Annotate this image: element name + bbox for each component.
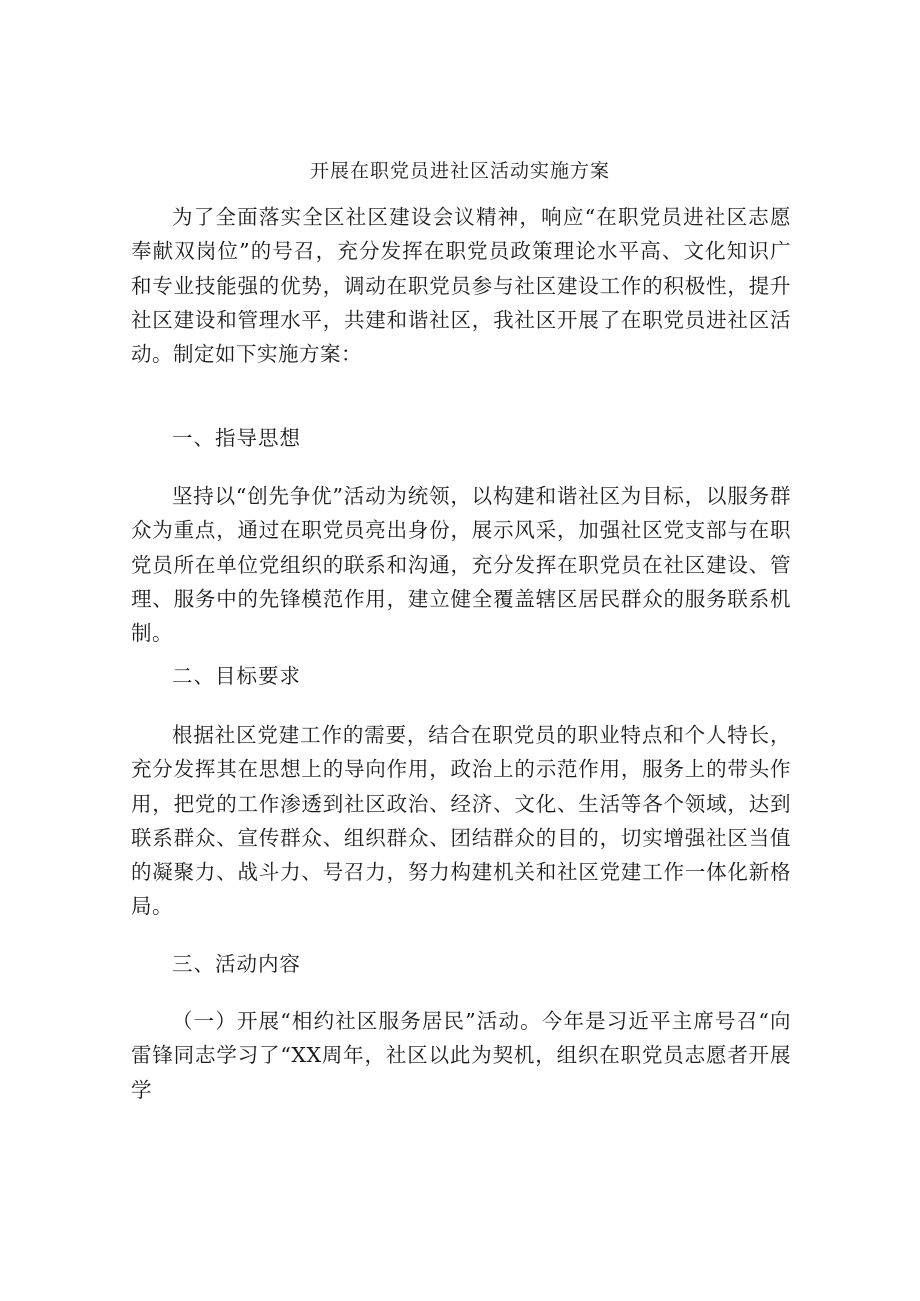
section-heading-activities: 三、活动内容 xyxy=(172,952,301,976)
document-title: 开展在职党员进社区活动实施方案 xyxy=(309,160,610,182)
intro-paragraph: 为了全面落实全区社区建设会议精神，响应“在职党员进社区志愿奉献双岗位”的号召，充分发挥在职党员政策理论水平高、文化知识广和专业技能强的优势，调动在职党员参与社区建设工作的积极性，提升社区建设和管理水平，共建和谐社区，我社区开展了在职党员进社区活动。制定如下实施方案： xyxy=(131,205,791,367)
section-body-guiding-ideology: 坚持以“创先争优”活动为统领，以构建和谐社区为目标，以服务群众为重点，通过在职党员亮出身份，展示风采，加强社区党支部与在职党员所在单位党组织的联系和沟通，充分发挥在职党员在社区建设、管理、服务中的先锋模范作用，建立健全覆盖辖区居民群众的服务联系机制。 xyxy=(131,484,791,646)
section-body-activities: （一）开展“相约社区服务居民”活动。今年是习近平主席号召“向雷锋同志学习了“XX周年，社区以此为契机，组织在职党员志愿者开展学 xyxy=(131,1009,791,1102)
section-heading-goals: 二、目标要求 xyxy=(172,664,301,688)
section-heading-guiding-ideology: 一、指导思想 xyxy=(172,426,301,450)
section-body-goals: 根据社区党建工作的需要，结合在职党员的职业特点和个人特长，充分发挥其在思想上的导向作用，政治上的示范作用，服务上的带头作用，把党的工作渗透到社区政治、经济、文化、生活等各个领域，达到联系群众、宣传群众、组织群众、团结群众的目的，切实增强社区当值的凝聚力、战斗力、号召力，努力构建机关和社区党建工作一体化新格局。 xyxy=(131,723,791,919)
